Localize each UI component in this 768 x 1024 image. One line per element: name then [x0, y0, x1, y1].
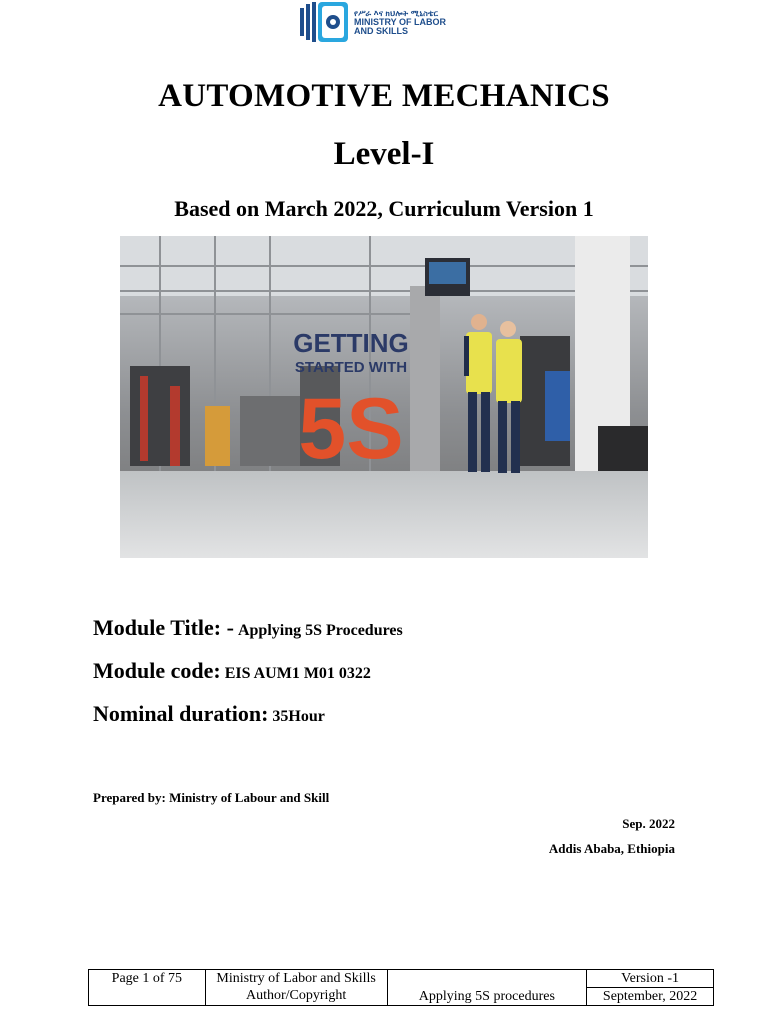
- module-code-row: [93, 658, 371, 684]
- prepared-by: Prepared by: Ministry of Labour and Skill: [93, 790, 330, 805]
- module-code-label: Module code:: [93, 658, 221, 683]
- footer-org-name: Ministry of Labor and Skills: [216, 971, 376, 986]
- footer-subject: Applying 5S procedures: [387, 970, 587, 1006]
- hero-text-5s: 5S: [298, 381, 404, 477]
- ministry-name-line2: AND SKILLS: [354, 25, 408, 36]
- nominal-duration-value: 35Hour: [272, 708, 325, 725]
- module-title-row: [93, 615, 403, 641]
- document-title: AUTOMOTIVE MECHANICS: [158, 78, 610, 114]
- publication-place: Addis Ababa, Ethiopia: [548, 841, 675, 856]
- module-title-label: Module Title: -: [93, 615, 234, 640]
- footer-version: [587, 970, 714, 1006]
- ministry-logo-text: [354, 9, 446, 36]
- ministry-logo-icon: [298, 0, 350, 44]
- ministry-name-amharic: የሥራ እና ክህሎት ሚኒስቴር: [354, 8, 439, 18]
- hero-text-started-with: STARTED WITH: [294, 359, 408, 376]
- cover-photo: [120, 236, 648, 558]
- footer-organization: [205, 970, 387, 1006]
- footer-copyright: Author/Copyright: [245, 988, 347, 1003]
- footer-version-date: September, 2022: [602, 989, 698, 1004]
- page-footer-table: [88, 969, 714, 1006]
- nominal-duration-row: [93, 701, 325, 727]
- footer-page-number: Page 1 of 75: [89, 970, 206, 1006]
- module-title-value: Applying 5S Procedures: [237, 622, 403, 639]
- ministry-name-line1: MINISTRY OF LABOR: [354, 16, 446, 27]
- hero-text-getting: GETTING: [293, 328, 409, 358]
- ministry-logo: [298, 0, 478, 44]
- module-code-value: EIS AUM1 M01 0322: [224, 665, 371, 682]
- nominal-duration-label: Nominal duration:: [93, 701, 269, 726]
- document-level: Level-I: [333, 136, 435, 172]
- footer-version-number: Version -1: [587, 970, 713, 988]
- publication-date: Sep. 2022: [622, 816, 675, 831]
- curriculum-basis: Based on March 2022, Curriculum Version 1: [174, 196, 594, 221]
